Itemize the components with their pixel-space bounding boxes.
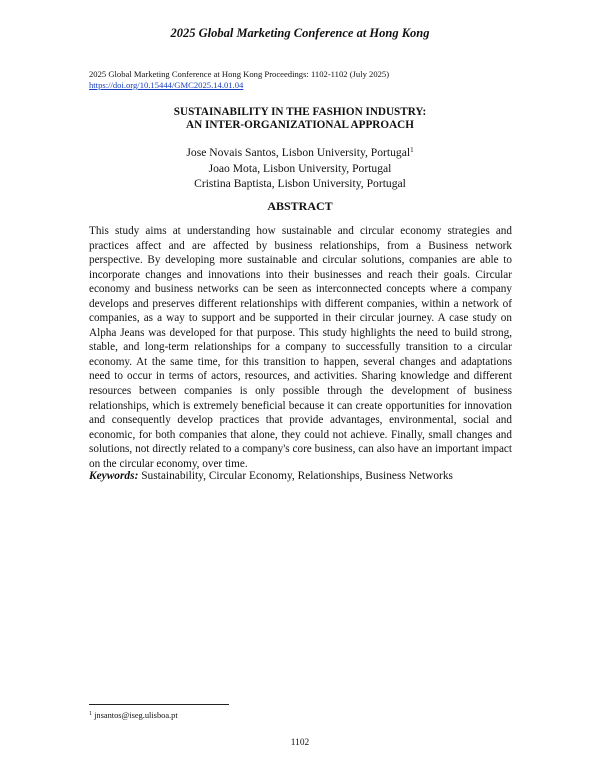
proceedings-citation: 2025 Global Marketing Conference at Hong Kong Proceedings: 1102-1102 (July 2025) [89, 69, 390, 79]
author-1-footnote-mark: 1 [410, 146, 414, 154]
citation-block [89, 69, 389, 91]
footnote-mark: 1 [89, 711, 92, 717]
doi-link[interactable]: https://doi.org/10.15444/GMC2025.14.01.04 [89, 80, 244, 90]
author-1 [0, 145, 600, 161]
footnote [89, 711, 178, 720]
author-list [0, 145, 600, 192]
title-line-2: AN INTER-ORGANIZATIONAL APPROACH [186, 119, 414, 131]
abstract-body: This study aims at understanding how sustainable and circular economy strategies and practices affect and are affected by business relationships, from a Business network perspective. By developing more sustainable and circular solutions, companies are able to incorporate changes and innovations into their businesses and reach their goals. Circular economy and business networks can be seen as interconnected concepts where a company develops and preserves different relationships with different companies, within a network of companies, as a way to support and be supported in their circular journey. A case study on Alpha Jeans was developed for that purpose. This study highlights the need to build strong, stable, and long-term relationships for a company to successfully transition to a circular economy. At the same time, for this transition to happen, several changes and adaptations need to occur in terms of actors, resources, and activities. Sharing knowledge and different resources between companies is only possible through the development of business relationships, which is extremely beneficial because it can create opportunities for innovation and consequently develop practices that provide advantages, environmental, social and economic, for both companies that alone, they could not achieve. Finally, small changes and solutions, not directly related to a company's core business, can also have an important impact on the circular economy, over time. [89, 225, 512, 470]
keywords-label: Keywords: [89, 470, 139, 482]
keywords-line [89, 469, 512, 483]
author-2: Joao Mota, Lisbon University, Portugal [208, 161, 392, 175]
keywords-text: Sustainability, Circular Economy, Relationships, Business Networks [141, 470, 453, 482]
abstract-heading: ABSTRACT [267, 199, 333, 213]
page-number: 1102 [290, 738, 310, 748]
running-header: 2025 Global Marketing Conference at Hong Kong [170, 26, 430, 40]
author-1-text: Jose Novais Santos, Lisbon University, Portugal [186, 146, 411, 159]
footnote-divider [89, 704, 229, 705]
paper-title [0, 106, 600, 132]
title-line-1: SUSTAINABILITY IN THE FASHION INDUSTRY: [173, 106, 427, 118]
author-3: Cristina Baptista, Lisbon University, Portugal [194, 177, 406, 190]
footnote-email: jnsantos@iseg.ulisboa.pt [94, 711, 178, 720]
